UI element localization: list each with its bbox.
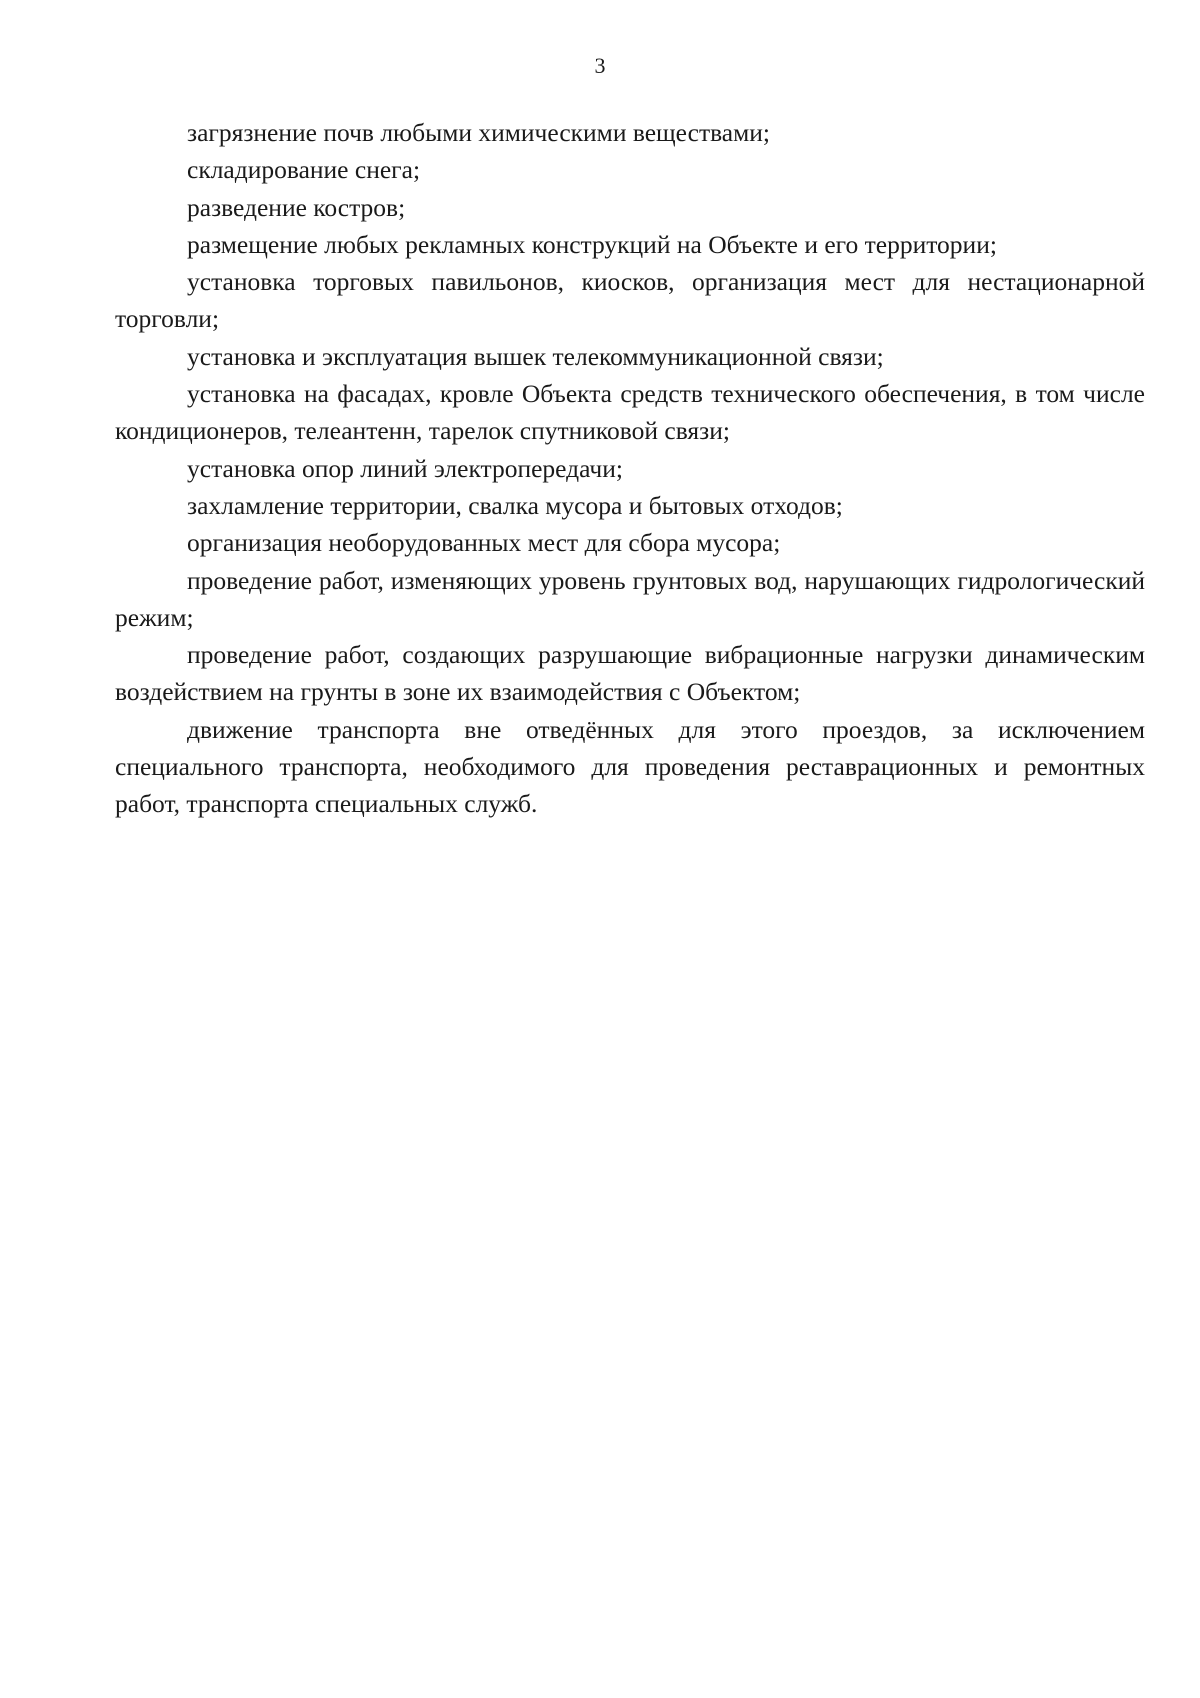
paragraph: установка опор линий электропередачи; — [187, 453, 623, 483]
paragraph: размещение любых рекламных конструкций на Объекте и его территории; — [187, 229, 997, 259]
paragraph: движение транспорта вне отведённых для этого проездов, за исключением специального транспорта, необходимого для проведения реставрационных и ремонтных работ, транспорта специальных служб. — [115, 714, 1145, 819]
paragraph: организация необорудованных мест для сбора мусора; — [187, 528, 781, 558]
paragraph: загрязнение почв любыми химическими веществами; — [187, 118, 770, 147]
page-number: 3 — [594, 53, 606, 78]
paragraph: разведение костров; — [187, 192, 406, 222]
paragraph: складирование снега; — [187, 155, 421, 185]
paragraph: установка на фасадах, кровле Объекта средств технического обеспечения, в том числе кондиционеров, телеантенн, тарелок спутниковой связи; — [115, 379, 1145, 446]
paragraph: проведение работ, изменяющих уровень грунтовых вод, нарушающих гидрологический режим; — [115, 565, 1145, 632]
paragraph: установка торговых павильонов, киосков, организация мест для нестационарной торговли; — [115, 267, 1145, 334]
paragraph: захламление территории, свалка мусора и бытовых отходов; — [187, 490, 843, 520]
paragraph: установка и эксплуатация вышек телекоммуникационной связи; — [187, 341, 884, 371]
paragraph: проведение работ, создающих разрушающие вибрационные нагрузки динамическим воздействием на грунты в зоне их взаимодействия с Объектом; — [115, 640, 1145, 707]
document-body — [115, 114, 1145, 823]
